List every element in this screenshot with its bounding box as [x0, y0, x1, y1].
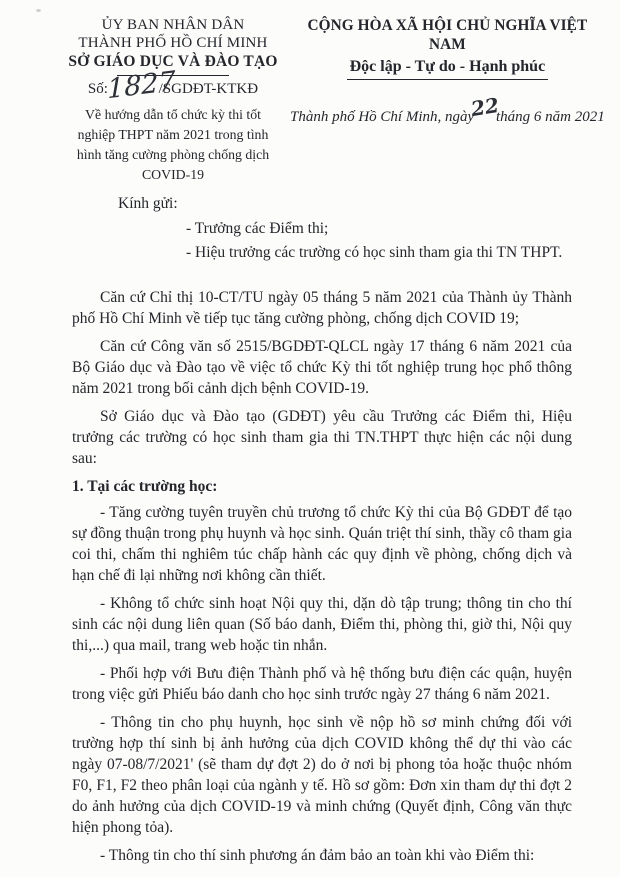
letter-header	[0, 0, 620, 185]
document-subject: Về hướng dẫn tổ chức kỳ thi tốt nghiệp THPT năm 2021 trong tình hình tăng cường phòng chống dịch COVID-19	[76, 107, 270, 182]
recipient-list	[186, 217, 572, 265]
doc-number-label: Số:	[87, 81, 108, 97]
scan-artifact	[112, 60, 116, 63]
recipient-item: - Hiệu trưởng các trường có học sinh tham gia thi TN THPT.	[186, 244, 563, 261]
handwritten-day: 22	[469, 92, 501, 122]
letter-body	[0, 193, 620, 866]
national-header-block	[290, 16, 605, 185]
salutation	[118, 193, 572, 214]
recipient-item: - Trưởng các Điểm thi;	[186, 220, 329, 237]
paragraph-request: Sở Giáo dục và Đào tạo (GDĐT) yêu cầu Trưởng các Điểm thi, Hiệu trưởng các trường có học sinh tham gia thi TN.THPT thực hiện các nội dung sau:	[72, 408, 572, 467]
section-1-item-safety-plan: - Thông tin cho thí sinh phương án đảm bảo an toàn khi vào Điểm thi:	[100, 847, 535, 864]
document-number-line	[62, 65, 284, 106]
section-1-item-post-office: - Phối hợp với Bưu điện Thành phố và hệ thống bưu điện các quận, huyện trong việc gửi Phiếu báo danh cho học sinh trước ngày 27 tháng 6 năm 2021.	[72, 665, 572, 703]
issuer-block	[62, 16, 284, 185]
national-motto: Độc lập - Tự do - Hạnh phúc	[347, 56, 549, 80]
section-1-item-covid-evidence: - Thông tin cho phụ huynh, học sinh về nộp hồ sơ minh chứng đối với trường hợp thí sinh bị ảnh hưởng của dịch COVID không thể dự thi vào các ngày 07-08/7/2021' (sẽ tham dự đợt 2) do ở nơi bị phong tỏa hoặc thuộc nhóm F0, F1, F2 theo phân loại của ngành y tế. Hồ sơ gồm: Đơn xin tham dự thi đợt 2 do ảnh hưởng của dịch COVID-19 và minh chứng (Quyết định, Công văn thực hiện phong tỏa).	[72, 714, 572, 836]
national-motto-wrap	[290, 54, 605, 80]
issuer-city: THÀNH PHỐ HỒ CHÍ MINH	[78, 35, 268, 51]
section-1-item-propaganda: - Tăng cường tuyên truyền chủ trương tổ chức Kỳ thi của Bộ GDĐT để tạo sự đồng thuận trong phụ huynh và học sinh. Quán triệt thí sinh, thầy cô tham gia coi thi, chấm thi nghiêm túc chấp hành các quy định về phòng, chống dịch và hạn chế đi lại những nơi không cần thiết.	[72, 504, 572, 584]
scan-artifact	[36, 9, 41, 12]
paragraph-legal-basis-1: Căn cứ Chỉ thị 10-CT/TU ngày 05 tháng 5 năm 2021 của Thành ủy Thành phố Hồ Chí Minh về tiếp tục tăng cường phòng, chống dịch COVID 19;	[72, 289, 572, 327]
salutation-label: Kính gửi:	[118, 195, 178, 212]
place-date-suffix: tháng 6 năm 2021	[496, 109, 605, 125]
section-1-item-no-gathering: - Không tổ chức sinh hoạt Nội quy thi, dặn dò tập trung; thông tin cho thí sinh các nội dung liên quan (Số báo danh, Điểm thi, phòng thi, giờ thi, Nội quy thi,...) qua mail, trang web hoặc tin nhắn.	[72, 595, 572, 654]
doc-number-code: /SGDĐT-KTKĐ	[158, 81, 259, 97]
national-title: CỘNG HÒA XÃ HỘI CHỦ NGHĨA VIỆT NAM	[307, 17, 588, 53]
paragraph-legal-basis-2: Căn cứ Công văn số 2515/BGDĐT-QLCL ngày 17 tháng 6 năm 2021 của Bộ Giáo dục và Đào tạo về việc tổ chức Kỳ thi tốt nghiệp trung học phổ thông năm 2021 trong bối cảnh dịch bệnh COVID-19.	[72, 338, 572, 397]
issuer-parent-org: ỦY BAN NHÂN DÂN	[101, 17, 245, 33]
handwritten-doc-number: 1827	[106, 65, 176, 106]
place-date-line	[290, 92, 605, 126]
place-date-prefix: Thành phố Hồ Chí Minh, ngày	[290, 109, 475, 125]
issuer-department: SỞ GIÁO DỤC VÀ ĐÀO TẠO	[68, 53, 278, 70]
section-1-heading: 1. Tại các trường học:	[72, 478, 218, 495]
